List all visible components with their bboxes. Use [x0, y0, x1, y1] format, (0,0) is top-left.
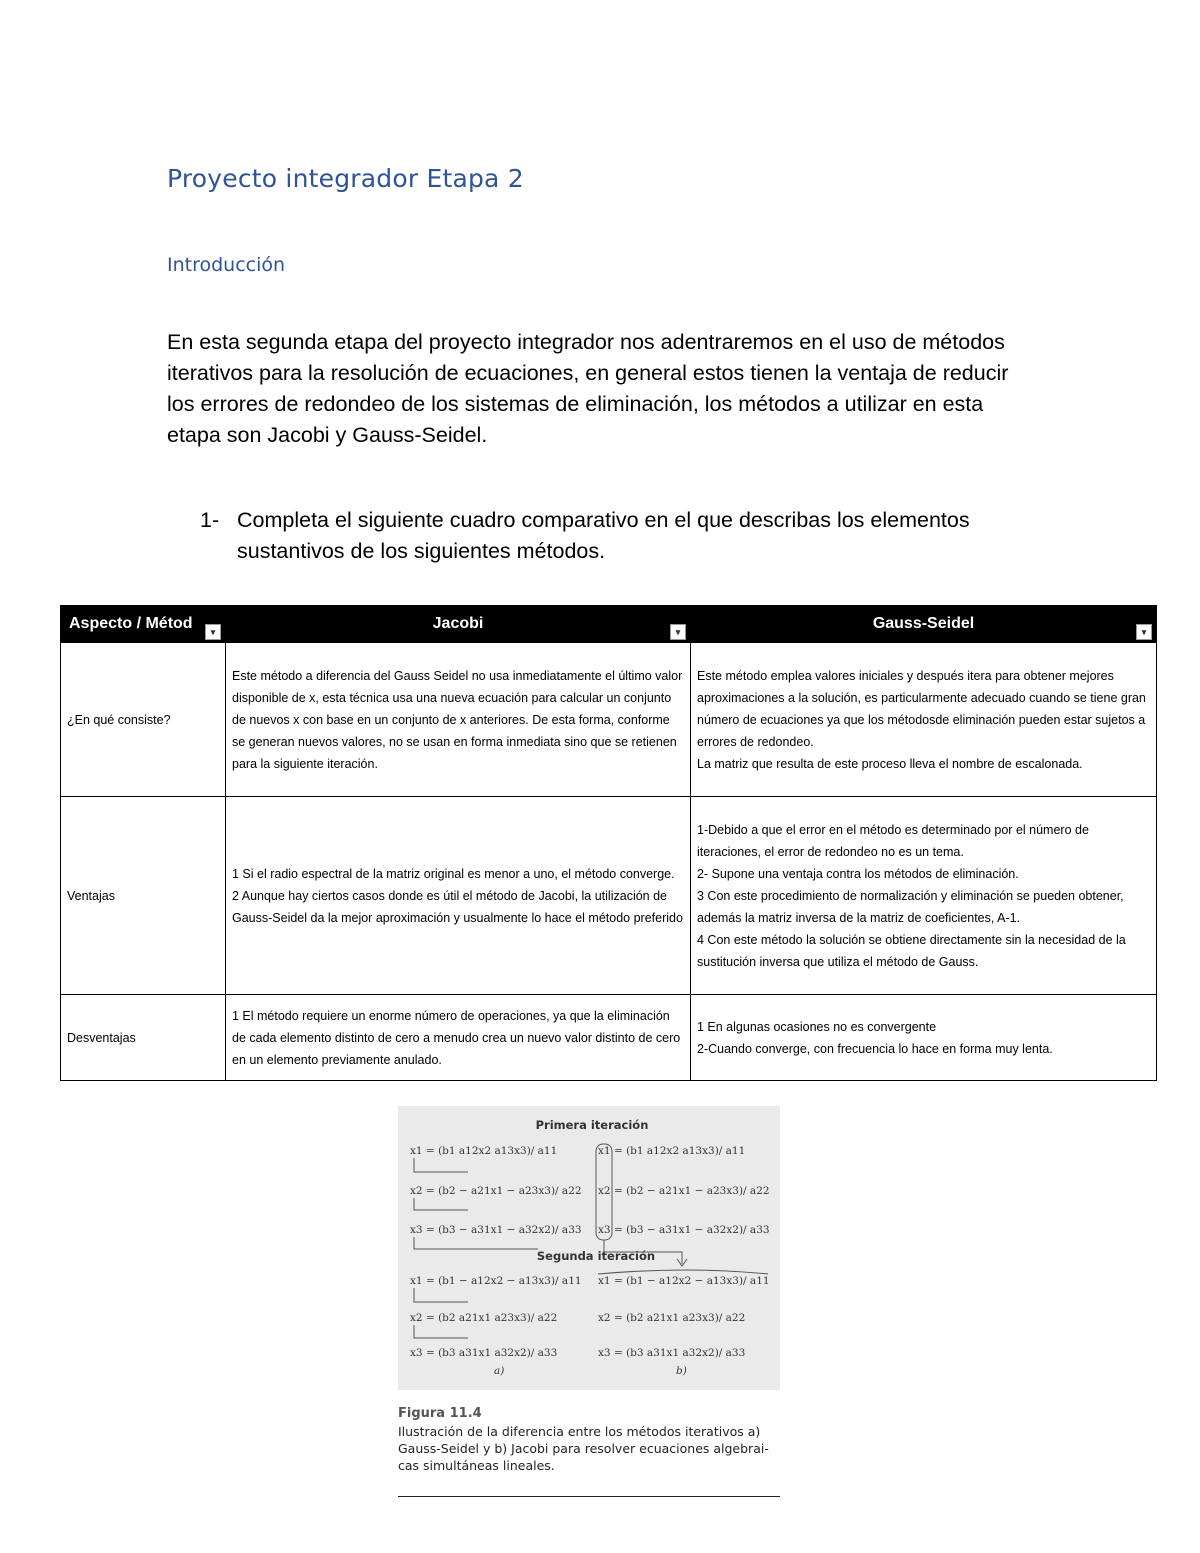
task-number: 1-: [200, 508, 220, 532]
jacobi-cell: [226, 995, 691, 1081]
figure-second-iteration-title: Segunda iteración: [536, 1249, 656, 1263]
cell-line: 2- Supone una ventaja contra los métodos de eliminación.: [697, 866, 1019, 881]
cell-line: 2-Cuando converge, con frecuencia lo hace en forma muy lenta.: [697, 1041, 1053, 1056]
header-jacobi: [226, 606, 691, 643]
cell-line: 1 En algunas ocasiones no es convergente: [697, 1019, 937, 1034]
eq2-right-3: x3 = (b3 a31x1 a32x2)/ a33: [598, 1347, 746, 1359]
gauss-cell: [691, 643, 1157, 797]
intro-paragraph: En esta segunda etapa del proyecto integrador nos adentraremos en el uso de métodos iterativos para la resolución de ecuaciones, en general estos tienen la ventaja de reducir los errores de redondeo de los sistemas de eliminación, los métodos a utilizar en esta etapa son Jacobi y Gauss-Seidel.: [167, 330, 1009, 447]
eq-left-2: x2 = (b2 − a21x1 − a23x3)/ a22: [410, 1185, 582, 1197]
figure-first-iteration-title: Primera iteración: [535, 1118, 649, 1132]
header-jacobi-label: Jacobi: [432, 615, 484, 632]
cell-line: 1 Si el radio espectral de la matriz original es menor a uno, el método converge.: [232, 866, 675, 881]
jacobi-cell: [226, 797, 691, 995]
cell-line: La matriz que resulta de este proceso lleva el nombre de escalonada.: [697, 756, 1083, 771]
table-row: [61, 643, 1157, 797]
filter-dropdown-icon[interactable]: ▾: [670, 624, 686, 640]
task-item: [200, 505, 1000, 567]
eq2-right-2: x2 = (b2 a21x1 a23x3)/ a22: [598, 1312, 746, 1324]
eq2-right-1: x1 = (b1 − a12x2 − a13x3)/ a11: [598, 1275, 770, 1287]
figure-caption-rule: [398, 1496, 780, 1497]
eq2-left-2: x2 = (b2 a21x1 a23x3)/ a22: [410, 1312, 558, 1324]
gauss-cell: [691, 797, 1157, 995]
figure-caption-text: Ilustración de la diferencia entre los métodos iterativos a) Gauss-Seidel y b) Jacobi para resolver ecuaciones algebrai-cas simultáneas lineales.: [398, 1424, 769, 1473]
header-aspect-label: Aspecto / Métod: [69, 615, 193, 632]
filter-dropdown-icon[interactable]: ▾: [1136, 624, 1152, 640]
eq-right-3: x3 = (b3 − a31x1 − a32x2)/ a33: [598, 1224, 770, 1236]
header-gauss-label: Gauss-Seidel: [872, 615, 975, 632]
eq2-left-3: x3 = (b3 a31x1 a32x2)/ a33: [410, 1347, 558, 1359]
gauss-cell: [691, 995, 1157, 1081]
row-label: Ventajas: [61, 797, 226, 995]
task-text: Completa el siguiente cuadro comparativo en el que describas los elementos sustantivos de los siguientes métodos.: [237, 508, 970, 563]
figure-caption: [398, 1406, 780, 1474]
jacobi-cell: [226, 643, 691, 797]
header-gauss-seidel: [691, 606, 1157, 643]
header-aspect: [61, 606, 226, 643]
eq-right-1: x1 = (b1 a12x2 a13x3)/ a11: [598, 1145, 746, 1157]
table-row: [61, 797, 1157, 995]
eq-left-1: x1 = (b1 a12x2 a13x3)/ a11: [410, 1145, 558, 1157]
eq2-left-1: x1 = (b1 − a12x2 − a13x3)/ a11: [410, 1275, 582, 1287]
cell-line: Este método emplea valores iniciales y después itera para obtener mejores aproximaciones a la solución, es particularmente adecuado cuando se tiene gran número de ecuaciones ya que los métodosde eliminación pueden estar sujetos a errores de redondeo.: [697, 668, 1146, 749]
row-label: Desventajas: [61, 995, 226, 1081]
cell-line: 4 Con este método la solución se obtiene directamente sin la necesidad de la sustitución inversa que utiliza el método de Gauss.: [697, 932, 1126, 969]
table-header-row: [61, 606, 1157, 643]
section-heading: Introducción: [167, 254, 286, 276]
iteration-figure: [398, 1106, 780, 1390]
row-label: ¿En qué consiste?: [61, 643, 226, 797]
figure-caption-title: Figura 11.4: [398, 1406, 482, 1421]
cell-line: 2 Aunque hay ciertos casos donde es útil el método de Jacobi, la utilización de Gauss-Seidel da la mejor aproximación y usualmente lo hace el método preferido: [232, 888, 683, 925]
cell-line: Este método a diferencia del Gauss Seidel no usa inmediatamente el último valor disponible de x, esta técnica usa una nueva ecuación para calcular un conjunto de nuevos x con base en un conjunto de x anteriores. De esta forma, conforme se generan nuevos valores, no se usan en forma inmediata sino que se retienen para la siguiente iteración.: [232, 668, 683, 771]
label-b: b): [676, 1365, 687, 1377]
document-title: Proyecto integrador Etapa 2: [167, 164, 524, 193]
filter-dropdown-icon[interactable]: ▾: [205, 624, 221, 640]
cell-line: 3 Con este procedimiento de normalización y eliminación se pueden obtener, además la matriz inversa de la matriz de coeficientes, A-1.: [697, 888, 1124, 925]
comparison-table: [60, 605, 1157, 1081]
label-a: a): [494, 1365, 505, 1377]
cell-line: 1 El método requiere un enorme número de operaciones, ya que la eliminación de cada elemento distinto de cero a menudo crea un nuevo valor distinto de cero en un elemento previamente anulado.: [232, 1008, 681, 1067]
table-row: [61, 995, 1157, 1081]
cell-line: 1-Debido a que el error en el método es determinado por el número de iteraciones, el error de redondeo no es un tema.: [697, 822, 1089, 859]
eq-left-3: x3 = (b3 − a31x1 − a32x2)/ a33: [410, 1224, 582, 1236]
eq-right-2: x2 = (b2 − a21x1 − a23x3)/ a22: [598, 1185, 770, 1197]
